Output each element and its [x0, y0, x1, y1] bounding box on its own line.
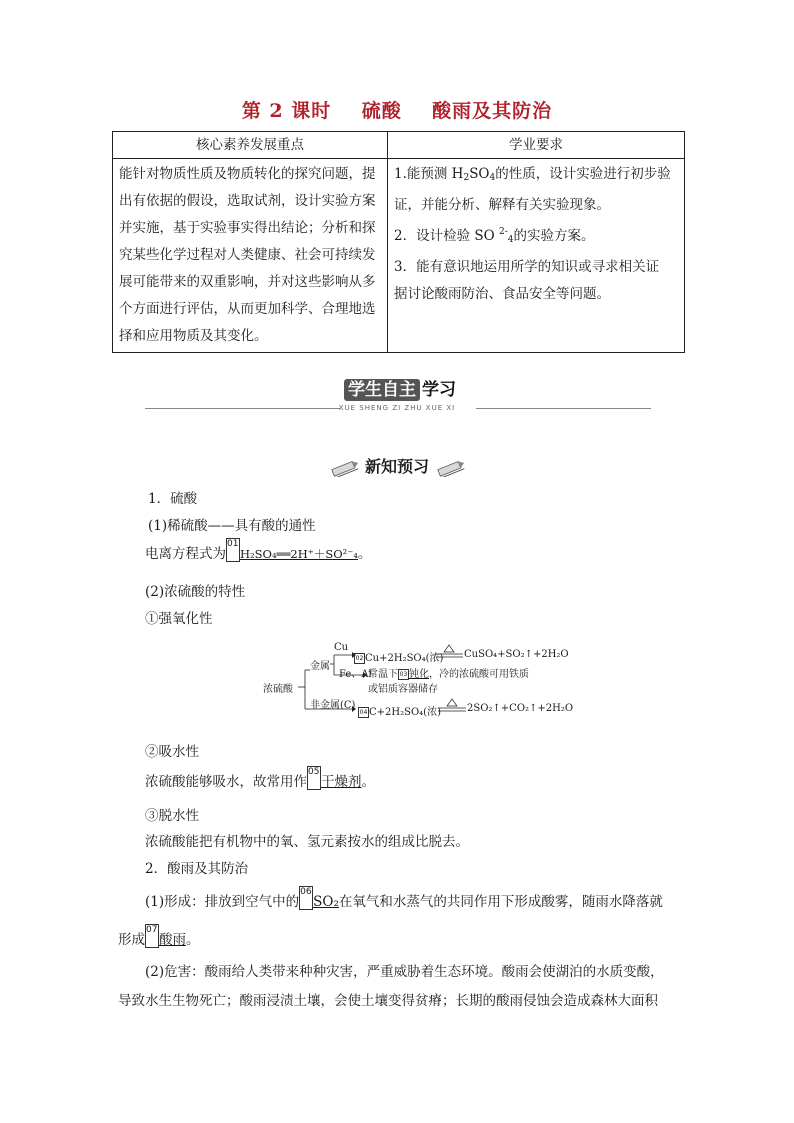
banner-light-text: 学习	[422, 380, 456, 400]
c-products: 2SO₂↑+CO₂↑+2H₂O	[467, 703, 574, 714]
core-line: 究某些化学过程对人类健康、社会可持续发	[119, 247, 376, 263]
oxidation-diagram	[258, 640, 574, 720]
requirements-table	[112, 131, 685, 353]
core-line: 并实施，基于实验事实得出结论；分析和探	[119, 220, 376, 236]
formation-line: (1)形成：排放到空气中的06SO₂在氧气和水蒸气的共同作用下形成酸雾，随雨水降落就	[145, 887, 663, 910]
passivation-line-2: 或铝质容器储存	[368, 684, 438, 695]
answer-box: 03	[399, 671, 408, 678]
req-line: 1.能预测 $H_2SO_4$的性质，设计实验进行初步验	[394, 166, 671, 183]
nonmetal-label: 非金属(C)	[310, 700, 356, 711]
answer-box: 06	[299, 886, 313, 910]
answer-box: 07	[145, 924, 159, 948]
core-line: 择和应用物质及其变化。	[119, 328, 268, 344]
core-line: 展可能带来的双重影响，并对这些影响从多	[119, 274, 376, 290]
acid-rain-heading: 2．酸雨及其防治	[145, 861, 249, 877]
pencil-left-icon	[329, 459, 359, 477]
cu-products: CuSO₄+SO₂↑+2H₂O	[464, 649, 569, 660]
harm-line-2: 导致水生生物死亡；酸雨浸渍土壤，会使土壤变得贫瘠；长期的酸雨侵蚀会造成森林大面积	[118, 993, 658, 1009]
requirements-cell	[388, 159, 685, 353]
heading-sulfuric-acid: 1．硫酸	[148, 491, 198, 507]
table-header-requirements: 学业要求	[388, 132, 685, 159]
section-banner	[344, 379, 456, 401]
answer-box: 02	[355, 655, 364, 662]
ionization-line: 电离方程式为01H₂SO₄══2H⁺＋SO²⁻₄。	[145, 539, 372, 562]
page-title: 第 2 课时 硫酸 酸雨及其防治	[241, 100, 553, 122]
section-title: 新知预习	[364, 457, 429, 476]
section-heading	[0, 454, 794, 477]
answer-box: 05	[307, 766, 321, 790]
answer-box: 01	[226, 538, 240, 562]
cu-reaction: 02 Cu+2H₂SO₄(浓)	[355, 653, 444, 664]
core-line: 个方面进行评估，从而更加科学、合理地选	[119, 301, 376, 317]
answer-box: 04	[359, 709, 368, 716]
core-line: 出有依据的假设，选取试剂，设计实验方案	[119, 193, 376, 209]
root-label: 浓硫酸	[263, 684, 293, 695]
dehydration-text: 浓硫酸能把有机物中的氧、氢元素按水的组成比脱去。	[145, 834, 469, 850]
req-line: 2．设计检验 SO $^{2-}_4$的实验方案。	[394, 227, 595, 245]
absorption-heading: ②吸水性	[145, 744, 199, 760]
banner-pinyin: XUE SHENG ZI ZHU XUE XI	[338, 404, 456, 412]
formation-line-2: 形成07酸雨。	[118, 925, 200, 948]
passivation-line: 常温下 03 钝化，冷的浓硫酸可用铁质	[368, 669, 529, 680]
req-line: 3．能有意识地运用所学的知识或寻求相关证	[394, 259, 660, 275]
absorption-line: 浓硫酸能够吸水，故常用作05干燥剂。	[145, 767, 375, 790]
pencil-right-icon	[435, 459, 465, 477]
cu-label: Cu	[334, 642, 349, 653]
table-header-core: 核心素养发展重点	[113, 132, 388, 159]
core-literacy-cell	[113, 159, 388, 353]
metal-label: 金属	[310, 661, 330, 672]
dehydration-heading: ③脱水性	[145, 808, 199, 824]
banner-dark-text: 学生自主	[344, 379, 420, 401]
harm-line: (2)危害：酸雨给人类带来种种灾害，严重威胁着生态环境。酸雨会使湖泊的水质变酸，	[145, 964, 664, 980]
req-line: 证，并能分析、解释有关实验现象。	[394, 197, 610, 213]
core-line: 能针对物质性质及物质转化的探究问题，提	[119, 166, 376, 182]
dilute-acid-heading: (1)稀硫酸——具有酸的通性	[148, 518, 316, 534]
conc-acid-heading: (2)浓硫酸的特性	[145, 584, 246, 600]
oxidizing-heading: ①强氧化性	[145, 611, 213, 627]
ionization-equation: H₂SO₄══2H⁺＋SO²⁻₄	[240, 547, 358, 561]
req-line: 据讨论酸雨防治、食品安全等问题。	[394, 286, 610, 302]
fe-al-label: Fe、Al	[339, 669, 372, 680]
c-reaction: 04 C+2H₂SO₄(浓)	[359, 707, 441, 718]
